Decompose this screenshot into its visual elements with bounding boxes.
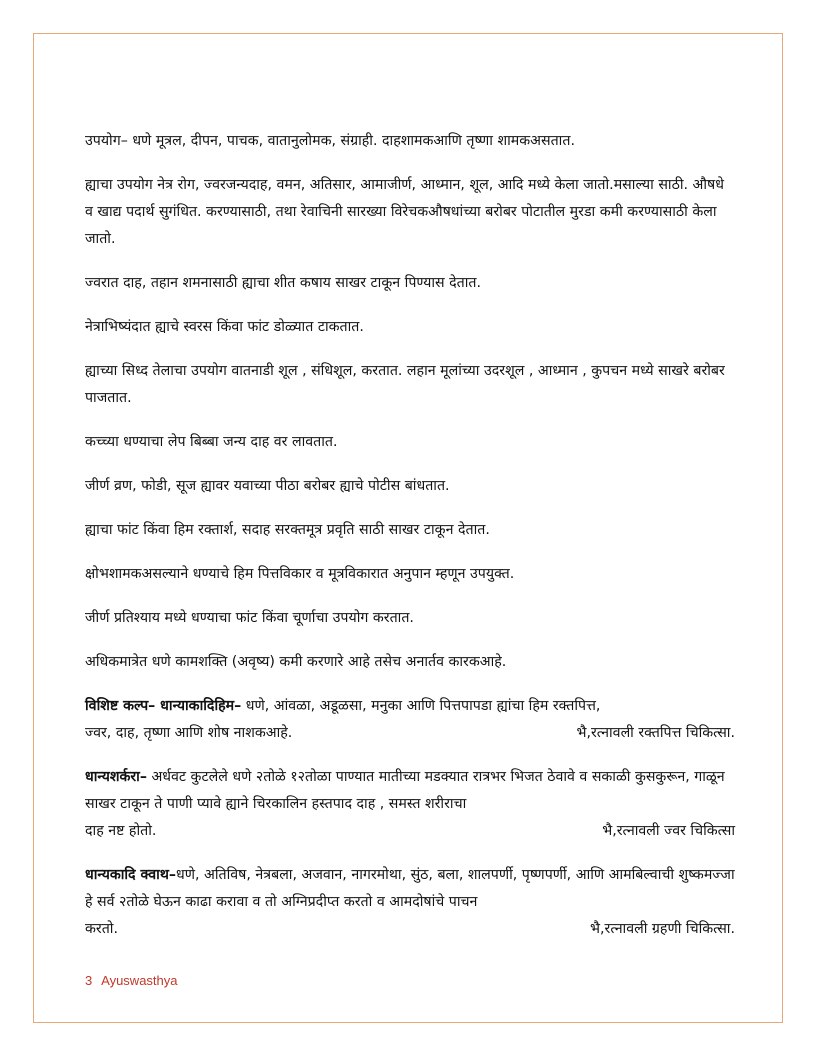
paragraph-cold: जीर्ण प्रतिश्याय मध्ये धण्याचा फांट किंवा चूर्णाचा उपयोग करतात. xyxy=(85,610,414,626)
paragraph-dhanyasharkara xyxy=(85,764,735,845)
reference-citation: भै,रत्नावली ग्रहणी चिकित्सा. xyxy=(590,921,735,937)
reference-line xyxy=(85,818,735,845)
paragraph-dosage: अधिकमात्रेत धणे कामशक्ति (अवृष्य) कमी करणारे आहे तसेच अनार्तव कारकआहे. xyxy=(85,654,507,670)
heading-dhanyasharkara: धान्यशर्करा– xyxy=(85,769,147,785)
text-dhanyakadi-kwath: धणे, अतिविष, नेत्रबला, अजवान, नागरमोथा, सुंठ, बला, शालपर्णी, पृष्णपर्णी, आणि आमबिल्वाची शुष्कमज्जा हे सर्व २तोळे घेऊन काढा करावा व तो अग्निप्रदीप्त करतो व आमदोषांचे पाचन xyxy=(85,867,735,910)
reference-line xyxy=(85,916,735,943)
text-dhanyasharkara-end: दाह नष्ट होतो. xyxy=(85,823,157,839)
text-dhanyasharkara: अर्धवट कुटलेले धणे २तोळे १२तोळा पाण्यात मातीच्या मडक्यात रात्रभर भिजत ठेवावे व सकाळी कुसकुरून, गाळून साखर टाकून ते पाणी प्यावे ह्याने चिरकालिन हस्तपाद दाह , समस्त शरीराचा xyxy=(85,769,725,812)
page-number: 3 xyxy=(85,973,93,988)
document-body xyxy=(85,128,735,960)
paragraph-uses: उपयोग– धणे मूत्रल, दीपन, पाचक, वातानुलोमक, संग्राही. दाहशामकआणि तृष्णा शामकअसतात. xyxy=(85,133,575,149)
paragraph-eye: नेत्राभिष्यंदात ह्याचे स्वरस किंवा फांट डोळ्यात टाकतात. xyxy=(85,319,364,335)
text-dhanyakadihim: धणे, आंवळा, अडूळसा, मनुका आणि पित्तपापडा ह्यांचा हिम रक्तपित्त, xyxy=(241,698,601,714)
paragraph-oil: ह्याच्या सिध्द तेलाचा उपयोग वातनाडी शूल , संधिशूल, करतात. लहान मूलांच्या उदरशूल , आध्मान , कुपचन मध्ये साखरे बरोबर पाजतात. xyxy=(85,363,725,406)
paragraph-infusion: ह्याचा फांट किंवा हिम रक्तार्श, सदाह सरक्तमूत्र प्रवृति साठी साखर टाकून देतात. xyxy=(85,522,490,538)
paragraph-dhanyakadi-kwath xyxy=(85,862,735,943)
heading-dhanyakadi-kwath: धान्यकादि क्वाथ– xyxy=(85,867,176,883)
reference-citation: भै,रत्नावली ज्वर चिकित्सा xyxy=(602,823,735,839)
text-dhanyakadihim-end: ज्वर, दाह, तृष्णा आणि शोष नाशकआहे. xyxy=(85,725,293,741)
page-footer xyxy=(85,973,178,988)
heading-dhanyakadihim: विशिष्ट कल्प– धान्याकादिहिम– xyxy=(85,698,242,714)
reference-citation: भै,रत्नावली रक्तपित्त चिकित्सा. xyxy=(576,725,735,741)
paragraph-paste: कच्च्या धण्याचा लेप बिब्बा जन्य दाह वर लावतात. xyxy=(85,434,338,450)
reference-line xyxy=(85,720,735,747)
text-dhanyakadi-kwath-end: करतो. xyxy=(85,921,118,937)
paragraph-soothing: क्षोभशामकअसल्याने धण्याचे हिम पित्तविकार व मूत्रविकारात अनुपान म्हणून उपयुक्त. xyxy=(85,566,515,582)
paragraph-wound: जीर्ण व्रण, फोडी, सूज ह्यावर यवाच्या पीठा बरोबर ह्याचे पोटीस बांधतात. xyxy=(85,478,450,494)
paragraph-dhanyakadihim xyxy=(85,693,735,747)
paragraph-uses-detail: ह्याचा उपयोग नेत्र रोग, ज्वरजन्यदाह, वमन, अतिसार, आमाजीर्ण, आध्मान, शूल, आदि मध्ये केला जातो.मसाल्या साठी. औषधे व खाद्य पदार्थ सुगंधित. करण्यासाठी, तथा रेवाचिनी सारख्या विरेचकऔषधांच्या बरोबर पोटातील मुरडा कमी करण्यासाठी केला जातो. xyxy=(85,177,724,247)
footer-title: Ayuswasthya xyxy=(101,973,178,988)
paragraph-fever: ज्वरात दाह, तहान शमनासाठी ह्याचा शीत कषाय साखर टाकून पिण्यास देतात. xyxy=(85,275,482,291)
